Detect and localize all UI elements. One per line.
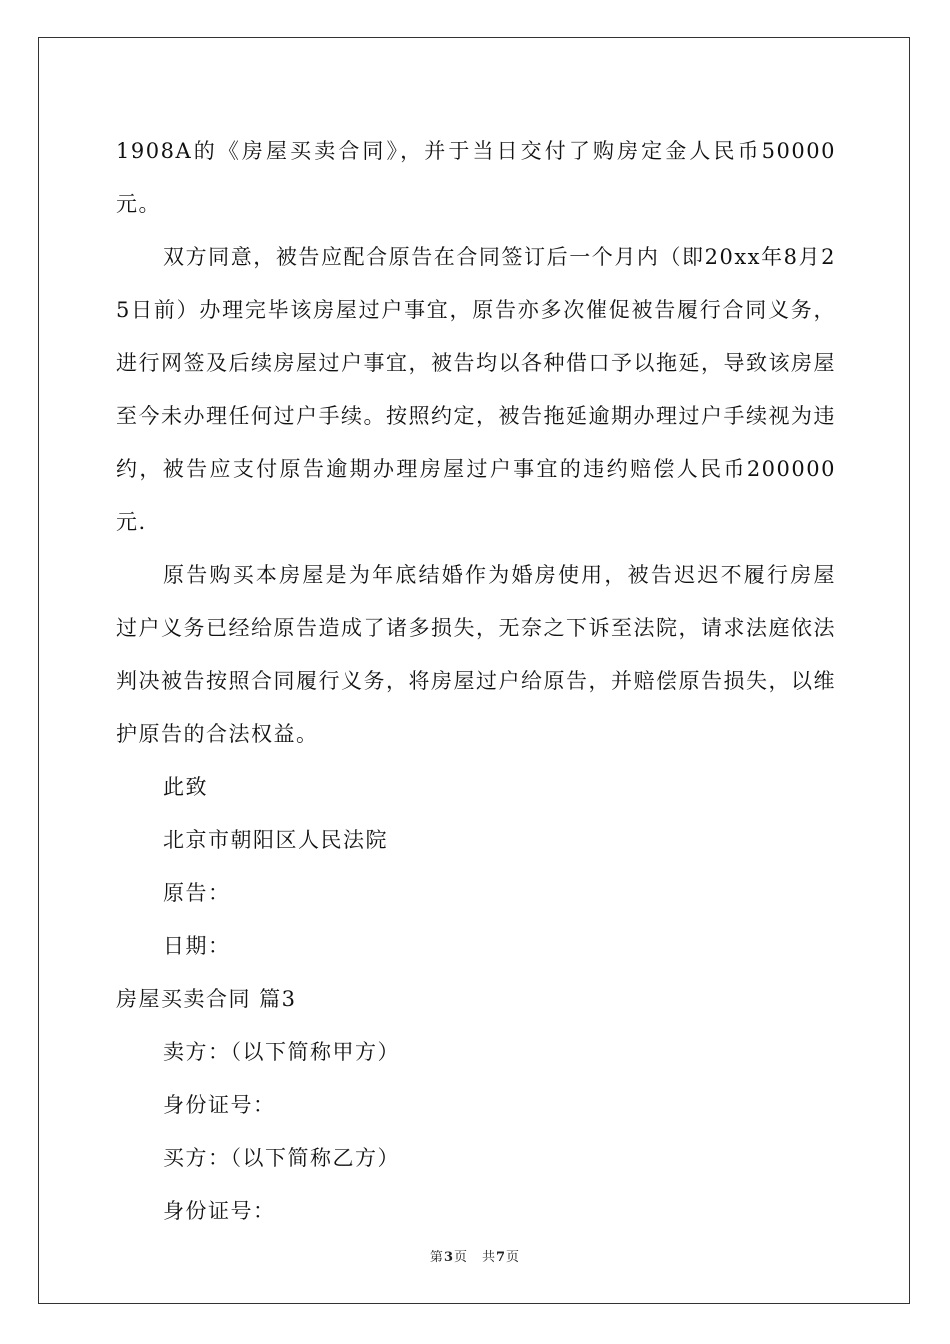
- total-pages-number: 7: [496, 1250, 507, 1265]
- section-heading: 房屋买卖合同 篇3: [116, 987, 297, 1011]
- plaintiff-label: 原告：: [163, 881, 231, 905]
- footer-prefix: 第: [429, 1250, 444, 1265]
- seller-label: 卖方：（以下简称甲方）: [163, 1040, 400, 1064]
- seller-id-label: 身份证号：: [163, 1093, 276, 1117]
- document-body: [116, 125, 836, 1238]
- date-label: 日期：: [163, 934, 231, 958]
- buyer-id-label: 身份证号：: [163, 1199, 276, 1223]
- footer-suffix: 页: [506, 1250, 521, 1265]
- paragraph-agreement: 双方同意，被告应配合原告在合同签订后一个月内（即20xx年8月25日前）办理完毕该房屋过户事宜，原告亦多次催促被告履行合同义务，进行网签及后续房屋过户事宜，被告均以各种借口予以拖延，导致该房屋至今未办理任何过户手续。按照约定，被告拖延逾期办理过户手续视为违约，被告应支付原告逾期办理房屋过户事宜的违约赔偿人民币200000元.: [116, 245, 836, 534]
- salutation: 此致: [163, 775, 208, 799]
- buyer-label: 买方：（以下简称乙方）: [163, 1146, 400, 1170]
- court-name: 北京市朝阳区人民法院: [163, 828, 388, 852]
- page-footer: [0, 1246, 950, 1265]
- paragraph-claim: 原告购买本房屋是为年底结婚作为婚房使用，被告迟迟不履行房屋过户义务已经给原告造成了诸多损失，无奈之下诉至法院，请求法庭依法判决被告按照合同履行义务，将房屋过户给原告，并赔偿原告损失，以维护原告的合法权益。: [116, 563, 836, 746]
- current-page-number: 3: [443, 1250, 454, 1265]
- paragraph-contract-info: 1908A的《房屋买卖合同》，并于当日交付了购房定金人民币50000元。: [116, 139, 836, 216]
- footer-middle: 页 共: [453, 1250, 496, 1265]
